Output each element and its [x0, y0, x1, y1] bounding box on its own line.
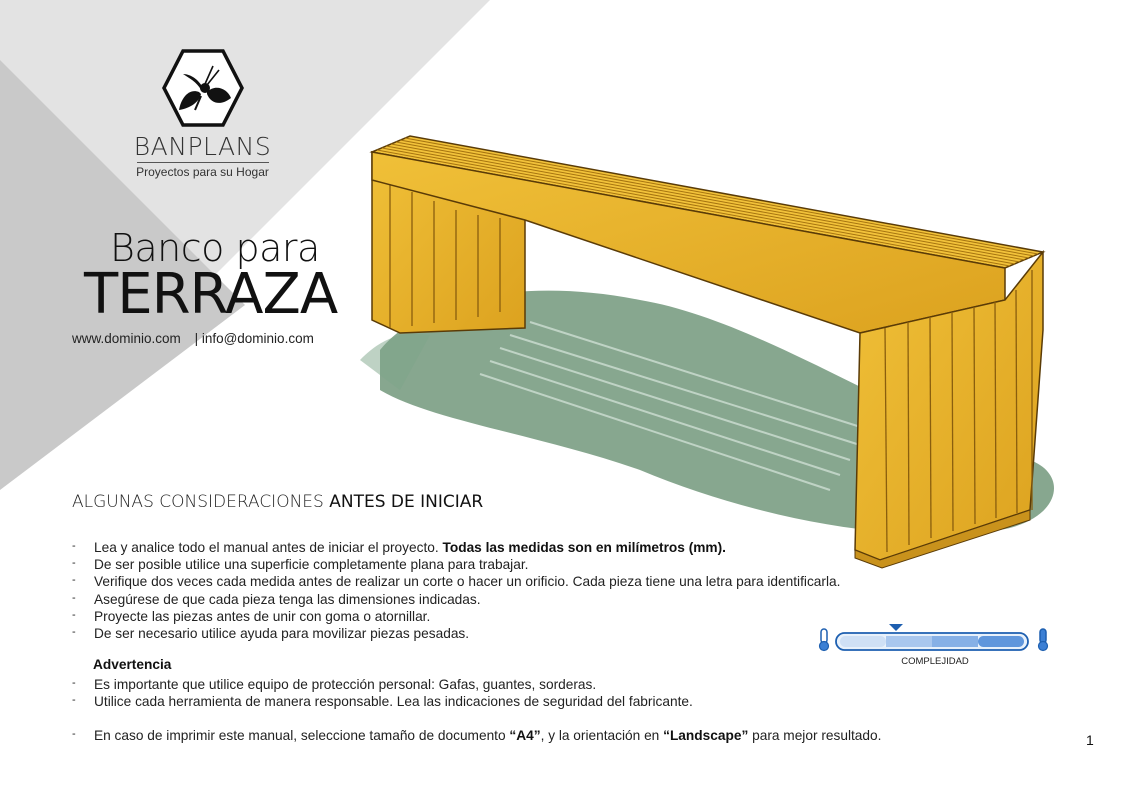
list-item: - En caso de imprimir este manual, seleccione tamaño de documento “A4”, y la orientación en “Landscape” para mejor resultado.: [72, 727, 952, 744]
section-heading: [72, 492, 483, 512]
list-item: - Verifique dos veces cada medida antes de realizar un corte o hacer un orificio. Cada pieza tiene una letra para identificarla.: [72, 573, 952, 590]
print-note: [72, 727, 952, 744]
list-item: - Es importante que utilice equipo de protección personal: Gafas, guantes, sorderas.: [72, 676, 952, 693]
page-number: 1: [1086, 732, 1094, 748]
section-heading-bold: ANTES DE INICIAR: [329, 492, 484, 512]
page-title-line1: Banco para: [110, 226, 320, 270]
list-item: - De ser posible utilice una superficie completamente plana para trabajar.: [72, 556, 952, 573]
thermometer-cold-icon: [820, 629, 829, 651]
thermometer-hot-icon: [1039, 629, 1048, 651]
bee-logo-icon: [161, 48, 245, 128]
list-item: - De ser necesario utilice ayuda para movilizar piezas pesadas.: [72, 625, 952, 642]
email-link[interactable]: | info@dominio.com: [194, 331, 314, 346]
website-link[interactable]: www.dominio.com: [72, 331, 181, 346]
section-heading-normal: ALGUNAS CONSIDERACIONES: [72, 492, 324, 512]
brand-name: BANPLANS: [133, 132, 272, 161]
list-item: - Lea y analice todo el manual antes de iniciar el proyecto. Todas las medidas son en milímetros (mm).: [72, 539, 952, 556]
brand-divider: [137, 162, 269, 163]
brand-logo: [130, 48, 275, 188]
bench-illustration: [340, 90, 1100, 600]
warning-heading: Advertencia: [93, 657, 172, 672]
complexity-gauge: [815, 620, 1055, 670]
complexity-label: COMPLEJIDAD: [901, 656, 969, 667]
list-item: - Utilice cada herramienta de manera responsable. Lea las indicaciones de seguridad del fabricante.: [72, 693, 952, 710]
level-marker-icon: [889, 624, 903, 631]
contact-info: [72, 331, 314, 346]
list-item: - Proyecte las piezas antes de unir con goma o atornillar.: [72, 608, 952, 625]
list-item: - Asegúrese de que cada pieza tenga las dimensiones indicadas.: [72, 591, 952, 608]
brand-tagline: Proyectos para su Hogar: [136, 165, 269, 179]
page-title-line2: TERRAZA: [84, 262, 338, 327]
warning-list: [72, 676, 952, 710]
